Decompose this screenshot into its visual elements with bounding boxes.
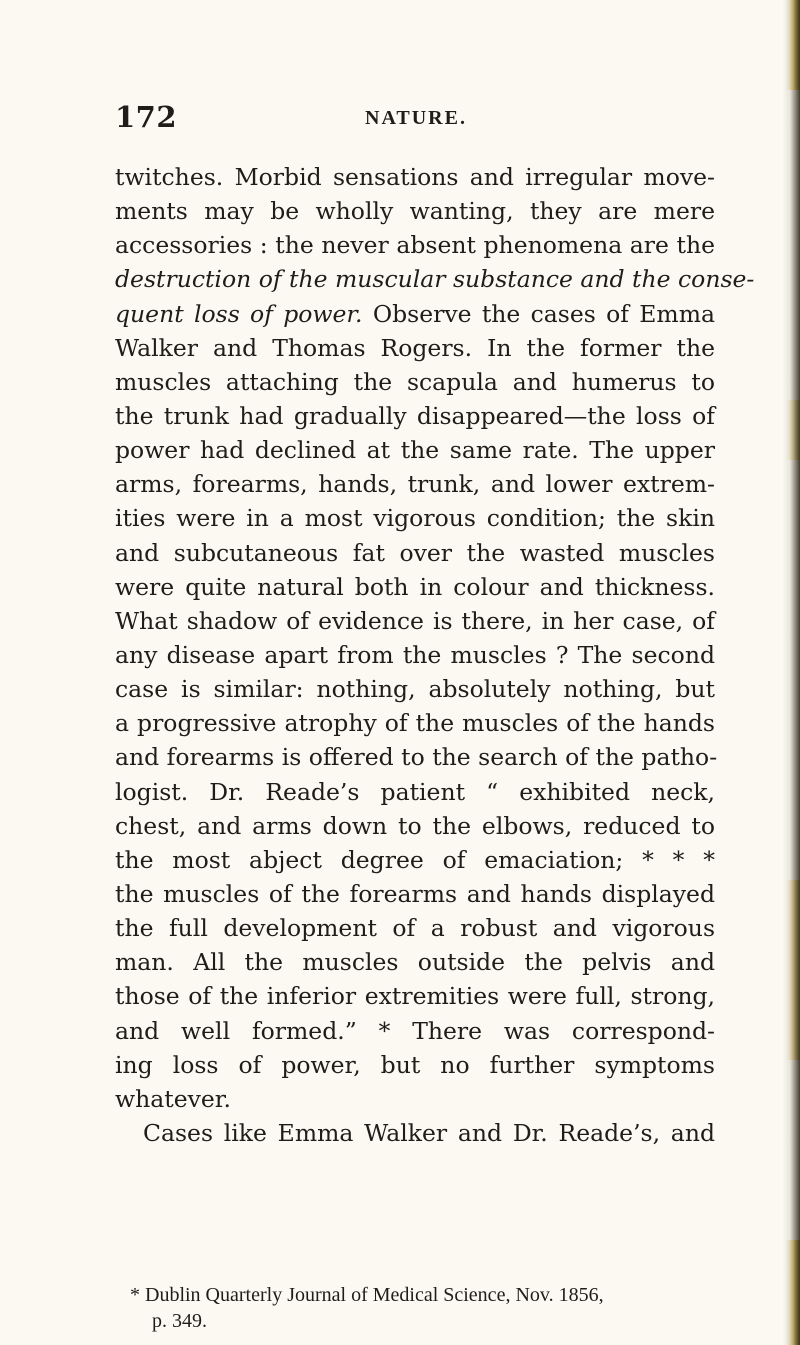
text-line: were quite natural both in colour and thickness. — [115, 572, 715, 601]
text-line: any disease apart from the muscles ? The second — [115, 640, 715, 669]
page-edge-stain — [786, 0, 800, 90]
text-line: man. All the muscles outside the pelvis and — [115, 948, 715, 977]
text-line: logist. Dr. Reade’s patient “ exhibited neck, — [115, 777, 715, 806]
text-line: What shadow of evidence is there, in her case, of — [115, 606, 715, 635]
text-line: a progressive atrophy of the muscles of the hands — [115, 709, 715, 738]
text-line: the trunk had gradually disappeared—the loss of — [115, 401, 715, 430]
text-line: those of the inferior extremities were full, strong, — [115, 982, 715, 1011]
footnote-line: p. 349. — [152, 1310, 207, 1332]
text-run: Observe the cases of Emma — [362, 299, 715, 328]
footnote-line: * Dublin Quarterly Journal of Medical Science, Nov. 1856, — [130, 1284, 604, 1306]
emphasis-text: quent loss of power. — [115, 299, 363, 328]
page-header — [115, 100, 715, 140]
text-line: case is similar: nothing, absolutely nothing, but — [115, 675, 715, 704]
text-line: and subcutaneous fat over the wasted muscles — [115, 538, 715, 567]
text-line-emphasis: destruction of the muscular substance and the conse- — [115, 265, 755, 294]
text-line: accessories : the never absent phenomena are the — [115, 231, 715, 260]
page-edge-stain — [786, 880, 800, 1060]
text-line: ing loss of power, but no further symptoms — [115, 1050, 715, 1079]
running-head: NATURE. — [365, 107, 467, 129]
text-line: whatever. — [115, 1084, 231, 1113]
text-line: ities were in a most vigorous condition; the skin — [115, 504, 715, 533]
text-line: and forearms is offered to the search of the patho- — [115, 743, 718, 772]
footnote — [130, 1282, 720, 1334]
text-line: ments may be wholly wanting, they are mere — [115, 197, 715, 226]
text-line: power had declined at the same rate. The upper — [115, 436, 715, 465]
page-edge-stain — [786, 1240, 800, 1345]
text-line: the most abject degree of emaciation; * * * — [115, 845, 715, 874]
text-line: the full development of a robust and vigorous — [115, 914, 715, 943]
page-edge-stain — [786, 400, 800, 460]
text-line — [115, 297, 715, 331]
text-line: chest, and arms down to the elbows, reduced to — [115, 811, 715, 840]
text-line: Walker and Thomas Rogers. In the former the — [115, 333, 715, 362]
text-line: the muscles of the forearms and hands displayed — [115, 879, 715, 908]
text-line: and well formed.” * There was correspond- — [115, 1016, 715, 1045]
text-line: twitches. Morbid sensations and irregular move- — [115, 163, 715, 191]
page-number: 172 — [115, 100, 178, 134]
text-line: Cases like Emma Walker and Dr. Reade’s, and — [143, 1118, 715, 1147]
body-text — [115, 160, 755, 1150]
text-line: arms, forearms, hands, trunk, and lower extrem- — [115, 470, 715, 499]
text-line: muscles attaching the scapula and humerus to — [115, 367, 715, 396]
